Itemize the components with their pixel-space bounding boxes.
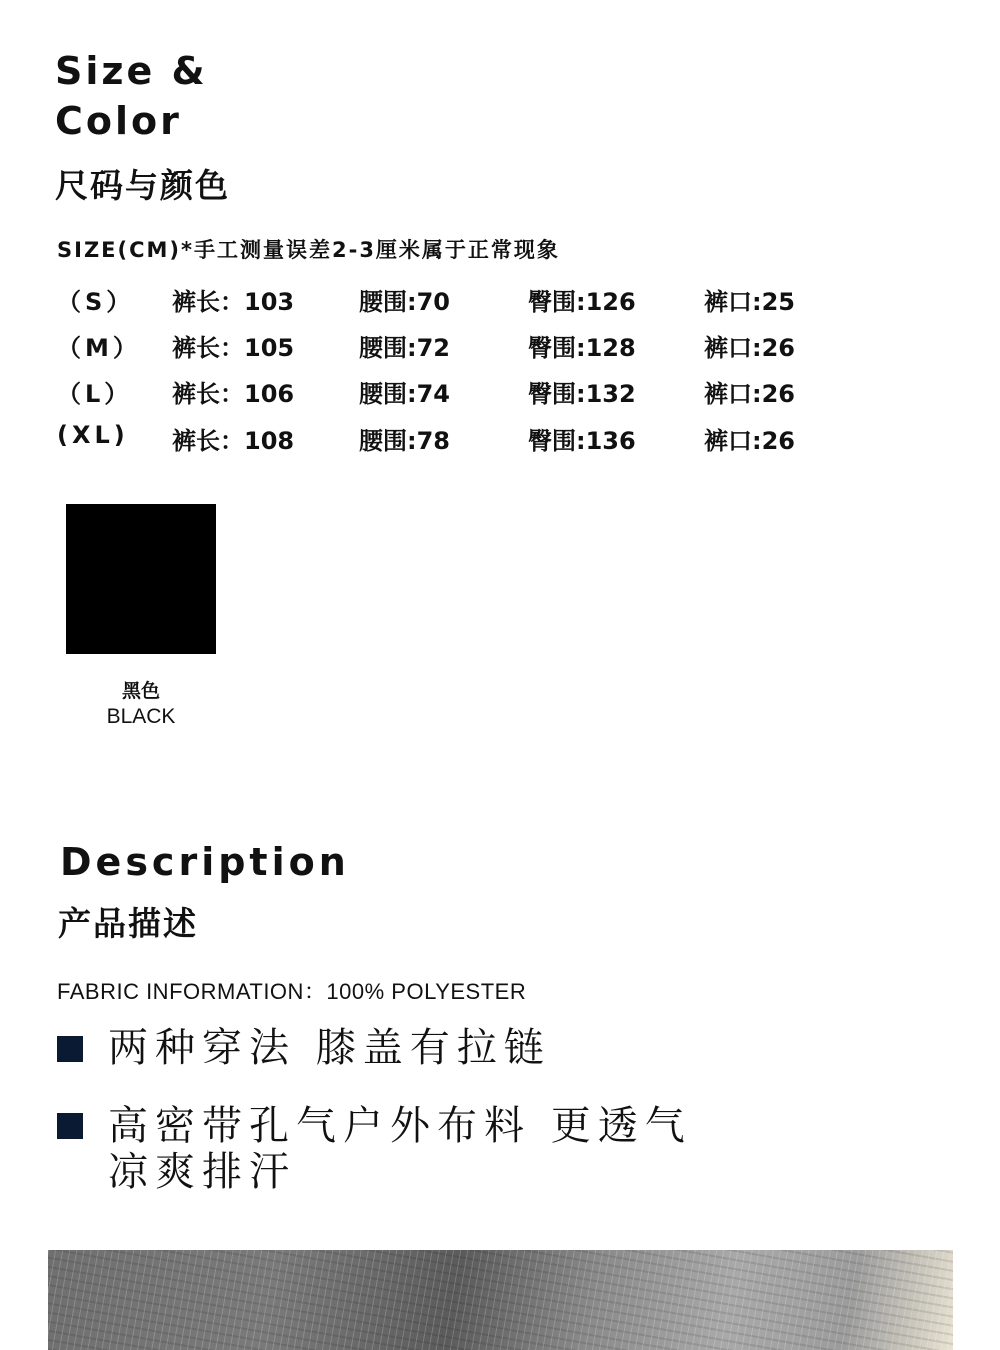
color-name-en: BLACK (106, 705, 176, 728)
waist: 腰围:72 (359, 334, 450, 362)
feature-1 (108, 1025, 551, 1071)
waist: 腰围:78 (359, 427, 450, 455)
feature-2-line-2: 凉爽排汗 (108, 1149, 296, 1195)
hip: 臀围:136 (528, 427, 636, 455)
size-label: （L） (57, 380, 133, 408)
size-color-title (55, 46, 208, 146)
hip: 臀围:132 (528, 380, 636, 408)
waist: 腰围:74 (359, 380, 450, 408)
bullet-square-icon (57, 1036, 83, 1062)
pants-length: 裤长：108 (172, 427, 295, 455)
pants-length: 裤长：103 (172, 288, 295, 316)
size-color-title-cn: 尺码与颜色 (55, 166, 230, 205)
fabric-texture-photo (48, 1250, 953, 1350)
size-label: （S） (57, 288, 135, 316)
pants-length: 裤长：106 (172, 380, 295, 408)
leg-opening: 裤口:26 (704, 380, 795, 408)
fabric-information: FABRIC INFORMATION：100% POLYESTER (57, 979, 527, 1004)
leg-opening: 裤口:26 (704, 427, 795, 455)
size-note: SIZE(CM)*手工测量误差2-3厘米属于正常现象 (57, 238, 560, 262)
description-title-cn: 产品描述 (58, 904, 198, 943)
leg-opening: 裤口:26 (704, 334, 795, 362)
title-line-2: Color (55, 99, 182, 143)
feature-2 (108, 1103, 692, 1195)
color-name-cn: 黑色 (121, 680, 160, 702)
hip: 臀围:128 (528, 334, 636, 362)
color-swatch-black[interactable] (66, 504, 216, 654)
pants-length: 裤长：105 (172, 334, 295, 362)
title-line-1: Size & (55, 49, 208, 93)
feature-2-line-1: 高密带孔气户外布料 更透气 (108, 1103, 692, 1149)
feature-1-line-1: 两种穿法 膝盖有拉链 (108, 1025, 551, 1071)
size-label: (XL) (57, 421, 129, 449)
leg-opening: 裤口:25 (704, 288, 795, 316)
hip: 臀围:126 (528, 288, 636, 316)
size-label: （M） (57, 334, 141, 362)
waist: 腰围:70 (359, 288, 450, 316)
bullet-square-icon (57, 1113, 83, 1139)
description-title: Description (60, 840, 350, 884)
